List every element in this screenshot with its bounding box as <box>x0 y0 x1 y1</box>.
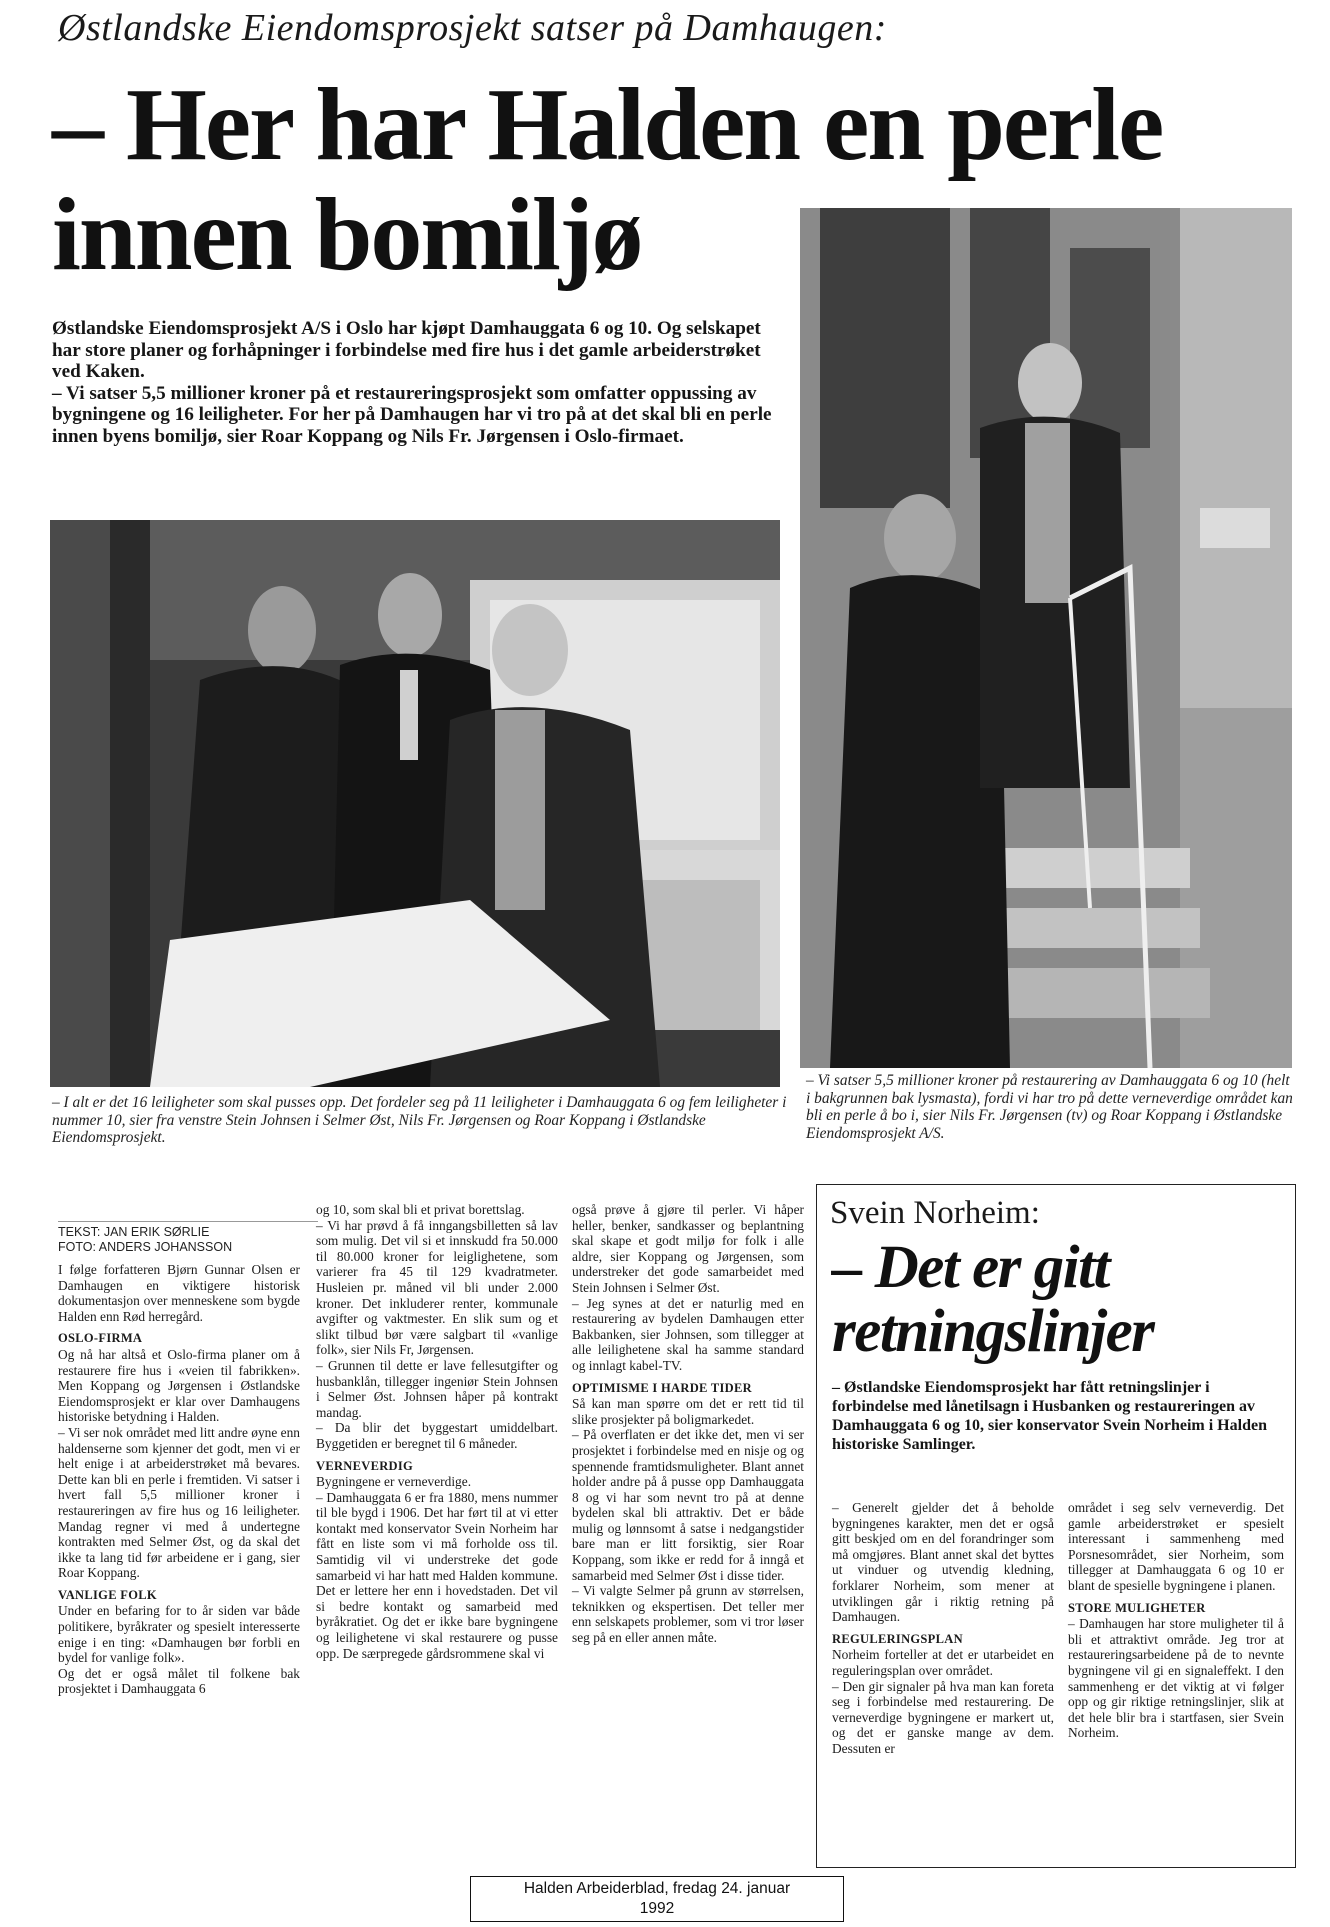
sidebar-column-1 <box>832 1500 1054 1757</box>
paragraph: Bygningene er verneverdige. <box>316 1474 472 1490</box>
byline-photo: FOTO: ANDERS JOHANSSON <box>58 1240 233 1254</box>
paragraph: I følge forfatteren Bjørn Gunnar Olsen er Damhaugen en viktigere historisk dokumentasjon over menneskene som bygde Halden enn Rød herregård. <box>58 1262 300 1324</box>
article-lead <box>52 318 792 448</box>
paragraph: – Vi valgte Selmer på grunn av størrelsen, teknikken og ekspertisen. Det teller mer enn selskapets problemer, som vi tror løser seg på en eller annen måte. <box>572 1583 804 1646</box>
photo-steps <box>800 208 1292 1068</box>
article-column-3 <box>572 1202 804 1646</box>
sidebar-kicker: Svein Norheim: <box>830 1195 1040 1231</box>
byline-text: TEKST: JAN ERIK SØRLIE <box>58 1225 210 1239</box>
article-headline: – Her har Halden en perle innen bomiljø <box>52 67 1163 292</box>
paragraph: – Generelt gjelder det å beholde bygningenes karakter, men det er også gitt beskjed om en del forandringer som må omgjøres. Blant annet skal det byttes ut vinduer og utvendig kledning, forklarer Norheim, som mener at utviklingen går i riktig retning på Damhaugen. <box>832 1500 1054 1625</box>
article-column-2 <box>316 1202 558 1661</box>
byline <box>58 1221 318 1255</box>
subheading: REGULERINGSPLAN <box>832 1631 963 1646</box>
paragraph: Og det er også målet til folkene bak prosjektet i Damhauggata 6 <box>58 1665 300 1697</box>
paragraph: Og nå har altså et Oslo-firma planer om å restaurere fire hus i «veien til fabrikken». Men Koppang og Jørgensen i Østlandske Eiendomsprosjekt er klar over Damhaugens historiske betydning i Halden. <box>58 1346 300 1425</box>
sidebar-column-2 <box>1068 1500 1284 1741</box>
paragraph: – Den gir signaler på hva man kan foreta seg i forbindelse med restaurering. De verneverdige bygningene er markert ut, og det er ganske mange av dem. Dessuten er <box>832 1678 1054 1756</box>
paragraph: Norheim forteller at det er utarbeidet en reguleringsplan over området. <box>832 1647 1054 1678</box>
sidebar-lead-text: – Østlandske Eiendomsprosjekt har fått retningslinjer i forbindelse med lånetilsagn i Husbanken og restaureringen av Damhauggata 6 og 10, sier konservator Svein Norheim i Halden historiske Samlinger. <box>832 1379 1267 1453</box>
article-kicker: Østlandske Eiendomsprosjekt satser på Damhaugen: <box>58 7 887 49</box>
paragraph: også prøve å gjøre til perler. Vi håper heller, benker, sandkasser og beplantning skal skape et godt miljø for folk i alle aldre, sier Koppang og Jørgensen, som understreker det gode samarbeidet med Stein Johnsen i Selmer Øst. <box>572 1202 804 1295</box>
subheading: VERNEVERDIG <box>316 1458 414 1473</box>
lead-paragraph-2: – Vi satser 5,5 millioner kroner på et restaureringsprosjekt som omfatter oppussing av bygningene og 16 leiligheter. For her på Damhaugen har vi tro på at det skal bli en perle innen byens bomiljø, sier Roar Koppang og Nils Fr. Jørgensen i Oslo-firmaet. <box>52 382 772 447</box>
caption-steps: – Vi satser 5,5 millioner kroner på restaurering av Damhauggata 6 og 10 (helt i bakgrunnen bak lysmasta), fordi vi har tro på dette verneverdige området kan bli en perle å bo i, sier Nils Fr. Jørgensen (tv) og Roar Koppang i Østlandske Eiendomsprosjekt A/S. <box>806 1072 1293 1142</box>
paragraph: Så kan man spørre om det er rett tid til slike prosjekter på boligmarkedet. <box>572 1396 804 1427</box>
photo-steps-image <box>800 208 1292 1068</box>
article-column-1 <box>58 1262 300 1697</box>
sidebar-lead <box>832 1378 1280 1454</box>
paragraph: – Vi ser nok området med litt andre øyne enn haldenserne som kjenner det godt, men vi er helt enige i at arbeiderstrøket må bevares. Dette kan bli en perle i fremtiden. Vi satser i hvert fall 5,5 millioner kroner i restaureringen av fire hus og 16 leiligheter. Mandag regner vi med å undertegne kontrakten med Selmer Øst, og da skal det ikke ta lang tid før arbeidene er i gang, sier Roar Koppang. <box>58 1424 300 1581</box>
source-line-1: Halden Arbeiderblad, fredag 24. januar <box>523 1880 791 1897</box>
paragraph: Under en befaring for to år siden var både politikere, byråkrater og spesielt interesserte enige i en ting: «Damhaugen bør forbli en bydel for vanlige folk». <box>58 1603 300 1666</box>
caption-interior: – I alt er det 16 leiligheter som skal pusses opp. Det fordeler seg på 11 leiligheter i Damhauggata 6 og fem leiligheter i nummer 10, sier fra venstre Stein Johnsen i Selmer Øst, Nils Fr. Jørgensen og Roar Koppang i Østlandske Eiendomsprosjekt. <box>52 1094 787 1147</box>
subheading: STORE MULIGHETER <box>1068 1600 1206 1615</box>
paragraph: området i seg selv verneverdig. Det gamle arbeiderstrøket er spesielt interessant i sammenheng med Porsnesområdet, sier Norheim, som tillegger at Damhauggata 6 og 10 er blant de spesielle bygningene i planen. <box>1068 1500 1284 1593</box>
paragraph: – Damhauggata 6 er fra 1880, mens nummer til ble bygd i 1906. Det har ført til at vi etter kontakt med konservator Svein Norheim har fått en liste som vi må forholde oss til. Samtidig vil vi understreke det gode samarbeid vi har hatt med Halden kommune. Det er lettere her enn i hovedstaden. Det vil si bedre kontakt og samarbeid med byråkratiet. Og det er ikke bare bygningene og leilighetene vi skal restaurere og pusse opp. De særpregede gårdsrommene skal vi <box>316 1489 558 1661</box>
sidebar-headline: – Det er gitt retningslinjer <box>832 1234 1154 1365</box>
subheading: OPTIMISME I HARDE TIDER <box>572 1380 752 1395</box>
photo-interior <box>50 520 780 1087</box>
paragraph: – Da blir det byggestart umiddelbart. Byggetiden er beregnet til 6 måneder. <box>316 1420 558 1451</box>
source-label <box>470 1876 844 1922</box>
paragraph: – Damhaugen har store muligheter til å bli et attraktivt område. Jeg tror at restaureringsarbeidene på de to nevnte bygningene vil gi en signaleffekt. I den sammenheng er det viktig at vi følger opp og gir riktige retningslinjer, slik at det hele blir bra i startfasen, sier Svein Norheim. <box>1068 1616 1284 1741</box>
paragraph: – Jeg synes at det er naturlig med en restaurering av bydelen Damhaugen etter Bakbanken, sier Johnsen, som tillegger at alle leilighetene skal ha samme standard og innlagt kabel-TV. <box>572 1295 804 1373</box>
paragraph: – På overflaten er det ikke det, men vi ser prosjektet i forbindelse med en nisje og og spennende framtidsmuligheter. Blant annet holder andre på å pusse opp Damhauggata 8 og vi har som nevnt tro på at denne bydelen skal bli attraktiv. Det er både mulig og lønnsomt å satse i nedgangstider bare man er litt forsiktig, sier Roar Koppang, som ikke er redd for å inngå et samarbeid med Selmer Øst i disse tider. <box>572 1427 804 1583</box>
subheading: OSLO-FIRMA <box>58 1331 143 1346</box>
lead-paragraph-1: Østlandske Eiendomsprosjekt A/S i Oslo har kjøpt Damhauggata 6 og 10. Og selskapet har store planer og forhåpninger i forbindelse med fire hus i det gamle arbeiderstrøket ved Kaken. <box>52 318 761 383</box>
source-line-2: 1992 <box>639 1900 675 1917</box>
subheading: VANLIGE FOLK <box>58 1587 157 1602</box>
paragraph: – Vi har prøvd å få inngangsbilletten så lav som mulig. Det vil si et innskudd fra 50.000 til 80.000 kroner for leiglighetene, som varierer fra 45 til 129 kvadratmeter. Husleien pr. måned vil bli under 2.000 kroner. Det inkluderer renter, kommunale avgifter og vaktmester. En slik sum og et slikt tilbud bør være salgbart til «vanlige folk», sier Nils Fr, Jørgensen. <box>316 1217 558 1358</box>
photo-interior-image <box>50 520 780 1087</box>
paragraph: og 10, som skal bli et privat borettslag. <box>316 1202 525 1217</box>
paragraph: – Grunnen til dette er lave fellesutgifter og husbanklån, tillegger ingeniør Stein Johnsen i Selmer Øst. Johnsen håper på kontrakt mandag. <box>316 1357 558 1420</box>
